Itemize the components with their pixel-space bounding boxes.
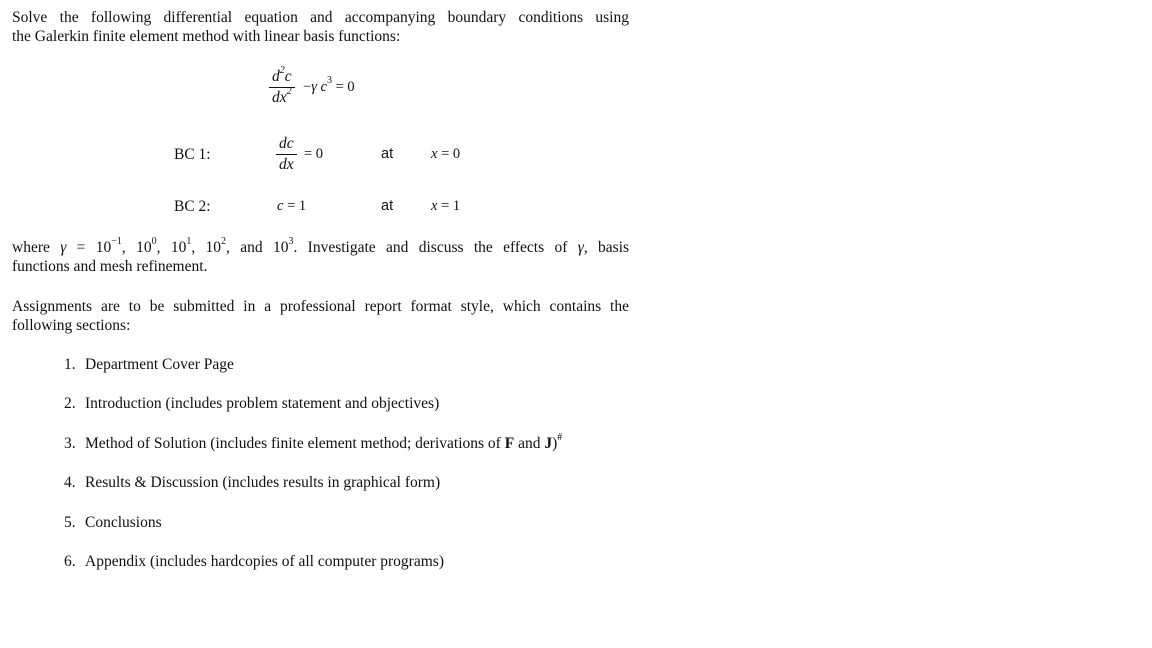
list-text: Appendix (includes hardcopies of all computer programs)	[85, 553, 444, 570]
bc1-cond-eq: = 0	[437, 146, 461, 162]
bc1-at: at	[381, 146, 394, 162]
eq-num-sup: 2	[279, 64, 285, 76]
where-t2: , 10	[121, 239, 152, 256]
bc1-first-derivative-fraction	[276, 135, 297, 174]
list-text-and: and	[514, 435, 545, 452]
where-sup-1: −1	[111, 235, 122, 247]
eq-c-sup: 3	[326, 75, 332, 87]
bc1-equals: = 0	[304, 146, 324, 162]
where-sup-4: 2	[221, 235, 227, 247]
bc1-cond-var: x	[431, 146, 438, 162]
bc1-condition	[431, 146, 460, 163]
assign-line-2: following sections:	[12, 317, 131, 334]
where-word: where	[12, 239, 50, 256]
list-text: Conclusions	[85, 514, 162, 531]
list-number: 3.	[64, 435, 76, 452]
list-item	[64, 514, 162, 532]
eq-c: c	[320, 79, 327, 95]
bc2-expression	[277, 198, 306, 215]
equation-rest	[303, 75, 355, 96]
bc1-label: BC 1:	[174, 146, 211, 163]
bc2-expr-var: c	[277, 198, 284, 214]
second-derivative-fraction	[269, 64, 295, 107]
list-text-close: )	[552, 435, 558, 452]
assign-line-1: Assignments are to be submitted in a professional report format style, which contains the	[12, 298, 629, 315]
where-t3: , 10	[156, 239, 187, 256]
list-item	[64, 553, 444, 571]
eq-minus: −	[303, 79, 312, 95]
list-item	[64, 395, 439, 413]
where-t7: , basis	[583, 239, 630, 256]
assignments-paragraph	[12, 297, 629, 335]
intro-paragraph	[12, 8, 629, 46]
bc2-cond-eq: = 1	[437, 198, 461, 214]
where-sup-2: 0	[151, 235, 157, 247]
list-item	[64, 431, 563, 453]
bc1-den: dx	[279, 156, 294, 173]
eq-num-var: c	[284, 68, 292, 85]
list-text: Department Cover Page	[85, 356, 234, 373]
list-text: Method of Solution (includes finite element method; derivations of	[85, 435, 505, 452]
list-text: Results & Discussion (includes results in graphical form)	[85, 474, 441, 491]
where-t6: . Investigate and discuss the effects of	[293, 239, 568, 256]
where-sup-3: 1	[186, 235, 192, 247]
where-line-1	[12, 235, 630, 257]
where-t5: , and 10	[226, 239, 289, 256]
eq-den-sup: 2	[286, 85, 292, 97]
list-number: 5.	[64, 514, 76, 531]
bc2-condition	[431, 198, 460, 215]
list-number: 6.	[64, 553, 76, 570]
eq-den: dx	[272, 89, 287, 106]
where-t4: , 10	[191, 239, 222, 256]
where-gamma-2: γ	[577, 239, 584, 256]
bc2-cond-var: x	[431, 198, 438, 214]
bc2-at: at	[381, 198, 394, 214]
bc1-num: dc	[276, 135, 297, 155]
where-eq: = 10	[66, 239, 112, 256]
where-line-2: functions and mesh refinement.	[12, 258, 208, 275]
intro-line-1: Solve the following differential equation and accompanying boundary conditions using	[12, 9, 629, 26]
list-item	[64, 356, 234, 374]
list-number: 4.	[64, 474, 76, 491]
where-sup-5: 3	[288, 235, 294, 247]
list-number: 2.	[64, 395, 76, 412]
list-text: Introduction (includes problem statement and objectives)	[85, 395, 440, 412]
list-item	[64, 474, 440, 492]
where-gamma: γ	[60, 239, 67, 256]
bold-j: J	[544, 435, 553, 452]
where-paragraph	[12, 235, 630, 276]
bc2-label: BC 2:	[174, 198, 211, 215]
eq-num-d: d	[272, 68, 280, 85]
eq-gamma: γ	[311, 79, 317, 95]
bold-f: F	[504, 435, 515, 452]
list-number: 1.	[64, 356, 76, 373]
intro-line-2: the Galerkin finite element method with linear basis functions:	[12, 28, 401, 45]
hash-superscript: #	[557, 431, 563, 443]
bc2-expr-eq: = 1	[283, 198, 307, 214]
eq-equals-zero: = 0	[331, 79, 355, 95]
